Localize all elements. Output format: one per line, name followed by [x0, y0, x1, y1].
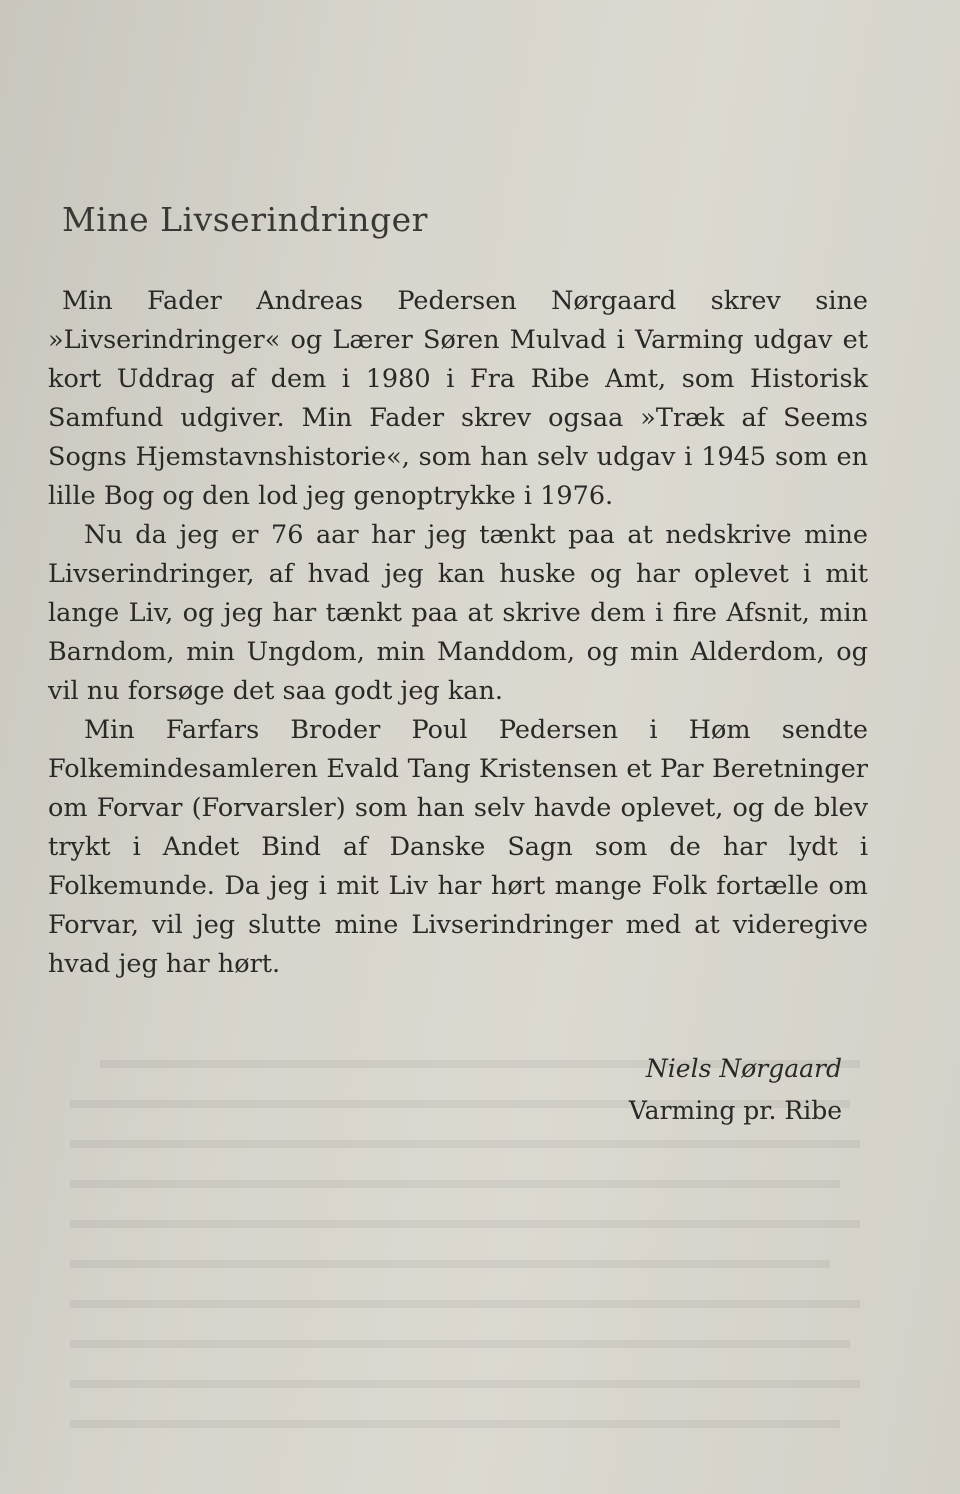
- show-through-texture: [60, 1040, 880, 1460]
- body-text: [48, 282, 868, 984]
- page-title: Mine Livserindringer: [62, 200, 428, 239]
- paragraph-1: Min Fader Andreas Pedersen Nørgaard skrev sine »Livserindringer« og Lærer Søren Mulvad i Varming udgav et kort Uddrag af dem i 1980 i Fra Ribe Amt, som Historisk Samfund udgiver. Min Fader skrev ogsaa »Træk af Seems Sogns Hjemstavnshistorie«, som han selv udgav i 1945 som en lille Bog og den lod jeg genoptrykke i 1976.: [48, 286, 868, 511]
- signature-place: Varming pr. Ribe: [628, 1096, 842, 1125]
- paragraph-2: Nu da jeg er 76 aar har jeg tænkt paa at nedskrive mine Livserindringer, af hvad jeg kan huske og har oplevet i mit lange Liv, og jeg har tænkt paa at skrive dem i fire Afsnit, min Barndom, min Ungdom, min Manddom, og min Alderdom, og vil nu forsøge det saa godt jeg kan.: [48, 520, 868, 706]
- signature-name: Niels Nørgaard: [645, 1054, 842, 1083]
- paragraph-3: Min Farfars Broder Poul Pedersen i Høm sendte Folkemindesamleren Evald Tang Kristensen et Par Beretninger om Forvar (Forvarsler) som han selv havde oplevet, og de blev trykt i Andet Bind af Danske Sagn som de har lydt i Folkemunde. Da jeg i mit Liv har hørt mange Folk fortælle om Forvar, vil jeg slutte mine Livserindringer med at videregive hvad jeg har hørt.: [48, 715, 868, 979]
